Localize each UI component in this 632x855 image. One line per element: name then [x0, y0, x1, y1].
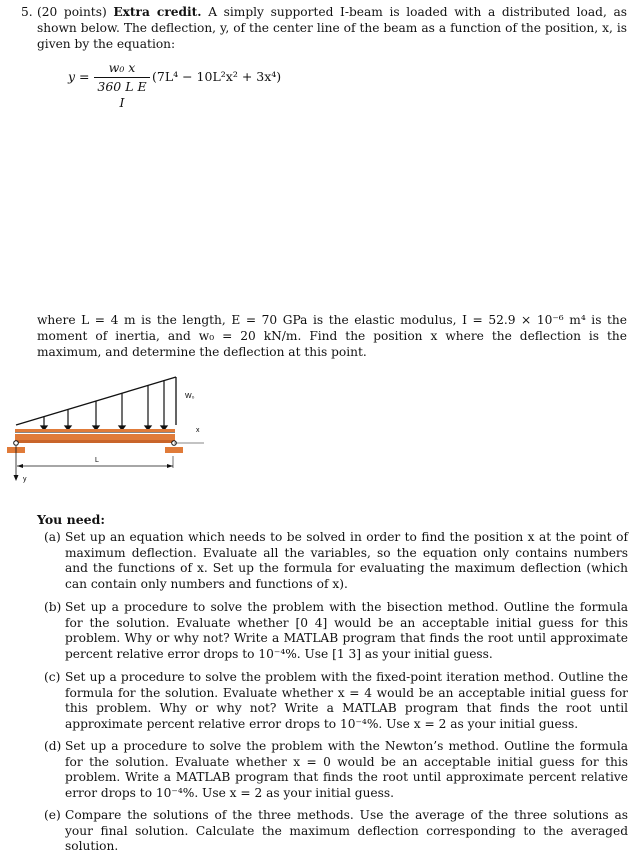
you-need-heading: You need:: [37, 512, 105, 527]
task-label: (d): [44, 739, 62, 753]
problem-intro: [37, 4, 627, 52]
task-text: Set up a procedure to solve the problem with the Newton’s method. Outline the formula for the solution. Evaluate whether x = 0 would be an acceptable initial guess for this problem. Write a MATLAB program that finds the root until approximate percent relative error drops to 10⁻⁴%. Use x = 2 as your initial guess.: [65, 739, 628, 800]
load-arrows: [41, 380, 167, 430]
beam-bottom-flange: [15, 440, 175, 443]
y-axis-label: y: [23, 476, 27, 483]
beam-top-flange: [15, 429, 175, 432]
length-arrow-left: [17, 464, 23, 468]
load-label: W₀: [185, 393, 195, 400]
y-axis-arrow: [14, 475, 19, 481]
equation-denominator: 360 L E I: [97, 79, 147, 110]
task-text: Compare the solutions of the three methods. Use the average of the three solutions as your final solution. Calculate the maximum deflection corresponding to the averaged solution.: [65, 808, 628, 854]
deflection-equation: [68, 60, 368, 110]
task-text: Set up an equation which needs to be solved in order to find the position x at the point of maximum deflection. Evaluate all the variables, so the equation only contains numbers and the functions of x. Set up the formula for evaluating the maximum deflection (which can contain only numbers and functions of x).: [65, 530, 628, 591]
problem-intro-text: A simply supported I-beam is loaded with a distributed load, as shown below. The deflection, y, of the center line of the beam as a function of the position, x, is given by the equation:: [37, 5, 628, 51]
task-text: Set up a procedure to solve the problem with the fixed-point iteration method. Outline the formula for the solution. Evaluate whether x = 4 would be an acceptable initial guess for this problem. Why or why not? Write a MATLAB program that finds the root until approximate percent relative error drops to 10⁻⁴%. Use x = 2 as your initial guess.: [65, 670, 628, 731]
task-label: (a): [44, 530, 61, 544]
task-label: (c): [44, 670, 61, 684]
equation-polynomial: (7L⁴ − 10L²x² + 3x⁴): [152, 69, 282, 84]
task-label: (b): [44, 600, 62, 614]
task-label: (e): [44, 808, 61, 822]
problem-number: 5.: [21, 5, 33, 19]
where-paragraph: where L = 4 m is the length, E = 70 GPa is the elastic modulus, I = 52.9 × 10⁻⁶ m⁴ is the moment of inertia, and w₀ = 20 kN/m. Find the position x where the deflection is the maximum, and determine the deflection at this point.: [37, 313, 627, 359]
task-text: Set up a procedure to solve the problem with the bisection method. Outline the formula for the solution. Evaluate whether [0 4] would be an acceptable initial guess for this problem. Why or why not? Write a MATLAB program that finds the root until approximate percent relative error drops to 10⁻⁴%. Use [1 3] as your initial guess.: [65, 600, 628, 661]
beam-diagram: [4, 368, 214, 488]
equation-lhs: y =: [68, 69, 90, 84]
beam-web: [15, 434, 175, 440]
left-pin: [14, 441, 19, 446]
task-item-b: [44, 600, 628, 662]
length-label: L: [95, 457, 99, 464]
task-item-e: [44, 808, 628, 855]
problem-points: (20 points): [37, 5, 107, 19]
fraction-bar: [94, 77, 150, 78]
task-item-a: [44, 530, 628, 592]
problem-title: Extra credit.: [113, 5, 202, 19]
right-support: [165, 447, 183, 453]
equation-fraction: [94, 60, 150, 110]
x-axis-label: x: [196, 427, 200, 434]
task-item-d: [44, 739, 628, 801]
length-arrow-right: [167, 464, 173, 468]
equation-numerator: w₀ x: [108, 60, 136, 75]
task-item-c: [44, 670, 628, 732]
